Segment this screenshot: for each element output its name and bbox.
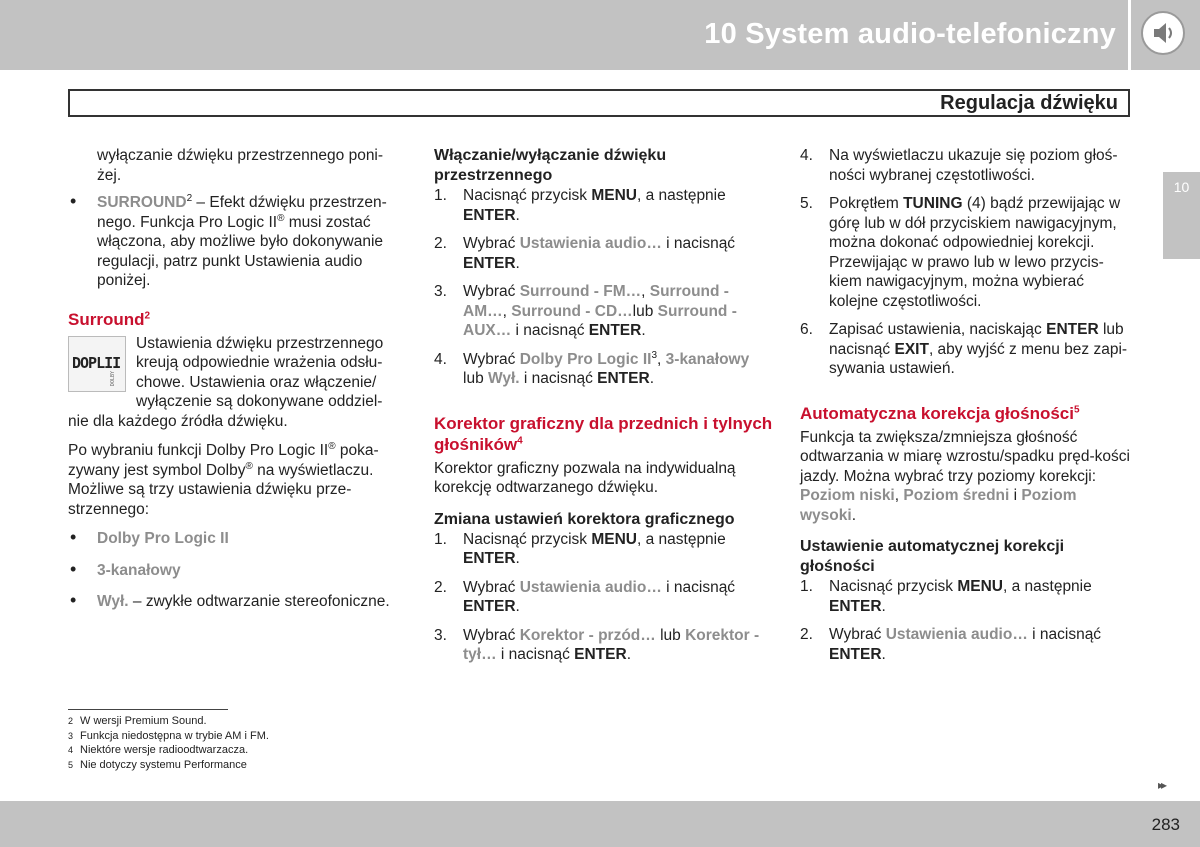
step-text: . <box>515 598 520 615</box>
step-text: . <box>515 206 520 224</box>
para-text: , <box>894 487 904 504</box>
step-text: Na wyświetlaczu ukazuje się poziom głoś-ności wybranej częstotliwości. <box>829 147 1118 184</box>
step-4 <box>434 350 774 389</box>
footnotes <box>68 714 269 772</box>
heading-equalizer <box>434 413 774 455</box>
footer-band <box>0 801 1200 847</box>
level-option: Poziom średni <box>903 487 1010 504</box>
heading-equalizer-text: Korektor graficzny dla przednich i tylnych głośników <box>434 413 773 454</box>
step-text: i nacisnąć <box>511 322 589 339</box>
key-name: ENTER <box>588 322 642 339</box>
step-text: . <box>626 646 631 663</box>
registered-mark: ® <box>245 460 253 472</box>
key-name: MENU <box>957 578 1003 595</box>
para-text: Funkcja ta zwiększa/zmniejsza głośność odtwarzania w miarę wzrostu/spadku pręd-kości jazdy. Można wybrać trzy poziomy korekcji: <box>800 428 1130 485</box>
menu-item: Korektor - przód… <box>519 626 656 644</box>
footnote-text: Funkcja niedostępna w trybie AM i FM. <box>80 729 269 742</box>
menu-item: Surround - CD… <box>511 302 633 320</box>
step-text: Wybrać <box>463 283 520 300</box>
footnote-ref: 2 <box>186 192 193 204</box>
menu-item: Surround - AM… <box>463 283 729 320</box>
list-item-option-2 <box>68 561 403 581</box>
step-text: . <box>649 370 654 387</box>
step-text: Wybrać <box>463 626 520 644</box>
step-1 <box>434 186 774 225</box>
step-text: , <box>641 283 650 300</box>
step-4 <box>800 146 1135 185</box>
heading-surround <box>68 309 403 330</box>
step-2 <box>800 625 1135 664</box>
step-text: lub <box>463 370 488 387</box>
dolby-pro-logic-logo <box>68 336 126 392</box>
step-number: 1. <box>800 578 813 595</box>
logo-side-text: DOLBY <box>109 371 116 387</box>
section-bar <box>68 89 1130 117</box>
list-item-option-1 <box>68 529 403 549</box>
step-text: , a następnie <box>636 530 726 548</box>
surround-term: SURROUND <box>97 194 187 211</box>
step-3 <box>434 282 774 341</box>
step-text: Nacisnąć przycisk <box>463 530 592 548</box>
footnote-text: Nie dotyczy systemu Performance <box>80 758 247 771</box>
column-1 <box>68 146 403 620</box>
step-number: 2. <box>800 626 813 643</box>
column-3 <box>800 146 1135 673</box>
continue-arrow-icon: ▸▸ <box>1158 778 1165 792</box>
footnote-ref: 3 <box>651 349 658 361</box>
step-text: i nacisnąć <box>661 235 736 252</box>
level-option: Poziom wysoki <box>800 487 1077 524</box>
footnote-ref: 2 <box>144 309 151 321</box>
step-text: . <box>641 322 646 339</box>
dolby-text-b: poka-zywany jest symbol Dolby <box>68 442 379 479</box>
key-name: MENU <box>591 187 637 204</box>
step-text: Nacisnąć przycisk <box>829 578 958 595</box>
step-number: 2. <box>434 235 447 252</box>
footnote-number: 2 <box>68 716 74 726</box>
menu-item: Surround - AUX… <box>463 302 737 339</box>
menu-item: Ustawienia audio… <box>519 235 662 252</box>
footnote-text: W wersji Premium Sound. <box>80 715 207 727</box>
list-item-option-3 <box>68 592 403 612</box>
footnote-item <box>68 758 269 773</box>
step-5 <box>800 194 1135 311</box>
menu-item: Surround - FM… <box>519 283 642 300</box>
registered-mark: ® <box>277 212 285 224</box>
intro-continuation: wyłączanie dźwięku przestrzennego poni-żej. <box>97 147 384 184</box>
step-text: lub nacisnąć <box>829 321 1124 358</box>
step-text: . <box>881 645 886 663</box>
page-number: 283 <box>1151 815 1180 834</box>
footnote-number: 5 <box>68 759 74 770</box>
settings-paragraph <box>68 334 403 432</box>
menu-item: Ustawienia audio… <box>519 578 662 596</box>
menu-item: Korektor - tył… <box>463 626 760 663</box>
step-text: Nacisnąć przycisk <box>463 187 592 204</box>
step-text: . <box>515 254 520 272</box>
footnote-item <box>68 729 269 744</box>
key-name: MENU <box>591 530 637 548</box>
footnote-ref: 4 <box>517 434 523 446</box>
subheading-auto-volume-setting: Ustawienie automatycznej korekcji głośności <box>800 538 1065 575</box>
key-name: EXIT <box>894 340 929 358</box>
key-name: ENTER <box>463 254 516 272</box>
step-text: , <box>502 302 512 320</box>
footnote-item <box>68 714 269 729</box>
equalizer-paragraph: Korektor graficzny pozwala na indywidualną korekcję odtwarzanego dźwięku. <box>434 459 736 496</box>
option-label: Wył. <box>97 593 129 610</box>
step-text: lub <box>655 626 686 644</box>
heading-surround-text: Surround <box>68 309 145 329</box>
step-number: 6. <box>800 321 813 338</box>
step-text: i nacisnąć <box>661 578 736 596</box>
option-desc: – zwykłe odtwarzanie stereofoniczne. <box>128 593 390 610</box>
subheading-equalizer-change: Zmiana ustawień korektora graficznego <box>434 510 735 528</box>
step-number: 5. <box>800 195 813 212</box>
heading-auto-volume-text: Automatyczna korekcja głośności <box>800 403 1074 423</box>
step-number: 3. <box>434 626 447 644</box>
step-text: Pokrętłem <box>829 195 904 212</box>
menu-item: Wył. <box>488 370 520 387</box>
surround-desc: – Efekt dźwięku przestrzen-nego. Funkcja Pro Logic II <box>97 194 387 231</box>
step-text: , aby wyjść z menu bez zapi-sywania ustawień. <box>829 340 1128 377</box>
dolby-text-c: na wyświetlaczu. Możliwe są trzy ustawienia dźwięku prze-strzennego: <box>68 461 374 518</box>
dolby-text-a: Po wybraniu funkcji Dolby Pro Logic II <box>68 442 329 459</box>
para-text: . <box>851 506 857 524</box>
step-number: 4. <box>800 147 813 164</box>
key-name: ENTER <box>463 206 516 224</box>
step-3 <box>434 626 774 665</box>
footnote-number: 4 <box>68 745 74 755</box>
key-name: ENTER <box>463 550 516 567</box>
step-text: Wybrać <box>463 350 520 368</box>
step-text: , <box>657 350 666 368</box>
step-text: Wybrać <box>463 578 520 596</box>
chapter-title: 10 System audio-telefoniczny <box>704 18 1116 50</box>
logo-text: DOPLII <box>72 353 121 372</box>
list-item-surround <box>68 193 403 291</box>
step-text: lub <box>632 302 658 320</box>
step-number: 4. <box>434 350 447 368</box>
step-text: . <box>515 550 520 567</box>
section-title: Regulacja dźwięku <box>940 92 1118 114</box>
key-name: ENTER <box>1046 321 1099 338</box>
key-name: ENTER <box>829 645 882 663</box>
footnote-text: Niektóre wersje radioodtwarzacza. <box>80 744 249 756</box>
step-number: 1. <box>434 187 447 204</box>
key-name: ENTER <box>574 646 627 663</box>
settings-text: Ustawienia dźwięku przestrzennego kreują odpowiednie wrażenia odsłu-chowe. Ustawienia oraz włączenie/ wyłączenie są dokonywane oddziel-nie dla każdego źródła dźwięku. <box>68 334 384 430</box>
step-number: 1. <box>434 530 447 548</box>
auto-volume-paragraph <box>800 428 1135 526</box>
step-text: i nacisnąć <box>519 370 598 387</box>
chapter-icon-box <box>1131 0 1200 70</box>
step-1 <box>800 577 1135 616</box>
heading-auto-volume <box>800 403 1135 424</box>
subheading-surround-toggle: Włączanie/wyłączanie dźwięku przestrzennego <box>434 147 667 184</box>
step-2 <box>434 578 774 617</box>
level-option: Poziom niski <box>800 487 895 504</box>
step-number: 2. <box>434 578 447 596</box>
footnote-number: 3 <box>68 730 74 741</box>
chapter-side-tab <box>1163 172 1200 259</box>
para-text: i <box>1009 487 1022 504</box>
footnote-ref: 5 <box>1073 403 1080 415</box>
footnote-divider <box>68 709 228 710</box>
step-text: , a następnie <box>636 187 726 204</box>
key-name: ENTER <box>597 370 650 387</box>
speaker-icon <box>1141 11 1185 55</box>
column-2 <box>434 146 774 674</box>
menu-item: 3-kanałowy <box>665 350 750 368</box>
key-name: ENTER <box>829 597 882 615</box>
option-label: Dolby Pro Logic II <box>97 530 229 547</box>
step-text: Zapisać ustawienia, naciskając <box>829 321 1047 338</box>
step-text: Wybrać <box>829 626 886 643</box>
side-tab-label: 10 <box>1173 179 1190 195</box>
menu-item: Dolby Pro Logic II <box>519 350 652 368</box>
step-1 <box>434 530 774 569</box>
step-text: , a następnie <box>1002 578 1092 595</box>
step-number: 3. <box>434 283 447 300</box>
footnote-item <box>68 743 269 758</box>
menu-item: Ustawienia audio… <box>885 626 1028 643</box>
dolby-paragraph <box>68 441 403 519</box>
step-text: Wybrać <box>463 235 520 252</box>
step-2 <box>434 234 774 273</box>
key-name: TUNING <box>903 195 963 212</box>
step-text: i nacisnąć <box>1027 626 1102 643</box>
step-6 <box>800 320 1135 379</box>
surround-desc-2: musi zostać włączona, aby możliwe było dokonywanie regulacji, patrz punkt Ustawienia audio poniżej. <box>97 213 384 289</box>
step-text: i nacisnąć <box>496 646 575 663</box>
registered-mark: ® <box>328 440 336 452</box>
key-name: ENTER <box>463 598 516 615</box>
step-text: (4) bądź przewijając w górę lub w dół przyciskiem nawigacyjnym, można dokonać odpowiedniej korekcji. Przewijając w prawo lub w lewo przycis-kiem nawigacyjnym, można wybierać kolejne częstotliwości. <box>829 195 1121 310</box>
option-label: 3-kanałowy <box>97 561 181 579</box>
step-text: . <box>881 597 886 615</box>
